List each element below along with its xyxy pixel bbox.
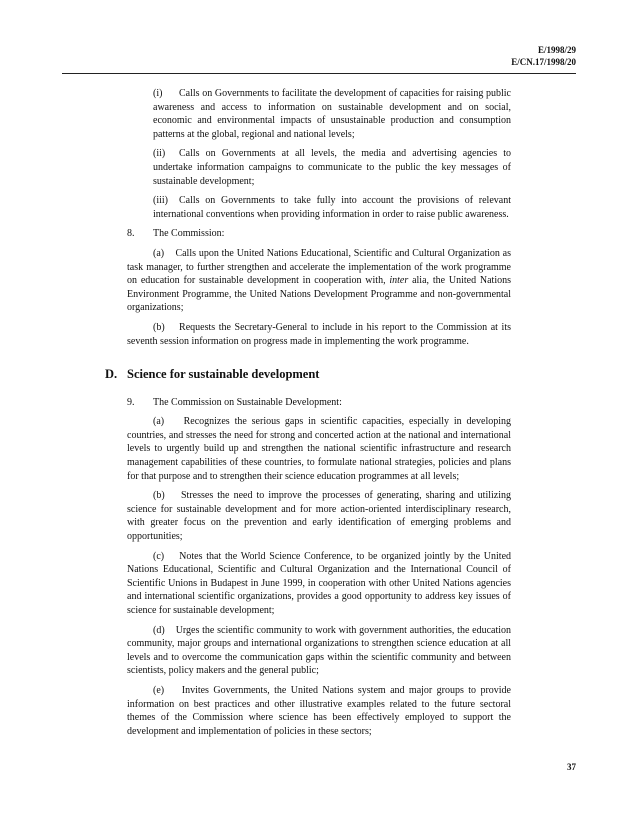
paragraph-9 xyxy=(127,396,511,410)
subparagraph-text: Calls on Governments to take fully into account the provisions of relevant international conventions when providing information in order to raise public awareness. xyxy=(153,195,511,220)
subparagraph-iii xyxy=(127,194,511,221)
item-marker: (c) xyxy=(153,550,165,562)
paragraph-9-a xyxy=(127,415,511,483)
subparagraph-i xyxy=(127,87,511,141)
subparagraph-marker: (i) xyxy=(153,88,163,99)
subparagraph-marker: (iii) xyxy=(153,195,168,207)
document-body xyxy=(105,87,512,744)
item-marker: (a) xyxy=(153,416,165,428)
paragraph-number: 8. xyxy=(127,228,135,240)
document-symbol-line1: E/1998/29 xyxy=(537,45,576,55)
header-rule xyxy=(62,73,576,74)
item-italic-text: inter xyxy=(389,275,409,287)
paragraph-8 xyxy=(127,227,511,241)
item-text: Calls upon the United Nations Educational, Scientific and Cultural Organization as task manager, to further strengthen and accelerate the implementation of the work programme on education for sustainable development in cooperation with, xyxy=(127,247,511,287)
item-marker: (e) xyxy=(153,684,165,696)
item-text: Invites Governments, the United Nations system and major groups to provide information on best practices and other illustrative examples related to the future sectoral themes of the Commission where science has been effectively employed to support the development and implementation of policies in these sectors; xyxy=(127,684,511,737)
section-letter: D. xyxy=(105,367,118,382)
item-text: Urges the scientific community to work with government authorities, the education community, major groups and international organizations to strengthen science education at all levels and to overcome the communication gaps within the scientific community and between scientists, policy makers and the general public; xyxy=(127,624,512,677)
item-marker: (b) xyxy=(153,321,165,333)
item-marker: (a) xyxy=(153,247,165,259)
item-text: Requests the Secretary-General to include in his report to the Commission at its seventh session information on progress made in implementing the work programme. xyxy=(127,321,511,347)
item-text: Notes that the World Science Conference, to be organized jointly by the United Nations Educational, Scientific and Cultural Organization and the International Council of Scientific Unions in Budapest in June 1999, in cooperation with other United Nations agencies and international scientific organizations, provides a good opportunity to address key issues of science for sustainable development; xyxy=(127,550,512,616)
item-text: Recognizes the serious gaps in scientific capacities, especially in developing countries, and stresses the need for strong and concerted action at the national and international levels to urgently build up and strengthen the national scientific infrastructure and research management capabilities of these countries, to formulate national strategies, policies and plans for that purpose and to strengthen their science education programmes at all levels; xyxy=(127,416,511,482)
section-heading-d xyxy=(105,368,489,382)
paragraph-9-c xyxy=(127,550,511,618)
section-title: Science for sustainable development xyxy=(127,367,320,382)
paragraph-lead: The Commission: xyxy=(153,228,225,240)
item-marker: (d) xyxy=(153,624,165,636)
paragraph-8-b xyxy=(127,321,511,348)
item-text-continued: alia, the United Nations Environment Programme, the United Nations Development Programme and non-governmental organizations; xyxy=(127,275,511,314)
paragraph-number: 9. xyxy=(127,396,135,408)
page-number: 37 xyxy=(567,762,576,772)
paragraph-9-b xyxy=(127,489,511,543)
paragraph-9-d xyxy=(127,624,511,678)
item-text: Stresses the need to improve the processes of generating, sharing and utilizing science for sustainable development and for more action-oriented interdisciplinary research, with greater focus on the prevention and early identification of emerging problems and opportunities; xyxy=(127,490,512,543)
subparagraph-text: Calls on Governments at all levels, the media and advertising agencies to undertake information campaigns to communicate to the public the key messages of sustainable development; xyxy=(153,148,511,187)
subparagraph-text: Calls on Governments to facilitate the development of capacities for raising public awareness and access to information on sustainable development and on social, economic and environmental impacts of unsustainable production and consumption patterns at the global, regional and national levels; xyxy=(153,88,511,140)
paragraph-lead: The Commission on Sustainable Development: xyxy=(153,396,342,408)
document-symbol-line2: E/CN.17/1998/20 xyxy=(511,57,576,67)
subparagraph-marker: (ii) xyxy=(153,148,166,160)
subparagraph-ii xyxy=(127,147,511,188)
item-marker: (b) xyxy=(153,490,165,502)
paragraph-9-e xyxy=(127,684,511,738)
document-symbol xyxy=(511,44,576,68)
paragraph-8-a xyxy=(127,247,511,315)
